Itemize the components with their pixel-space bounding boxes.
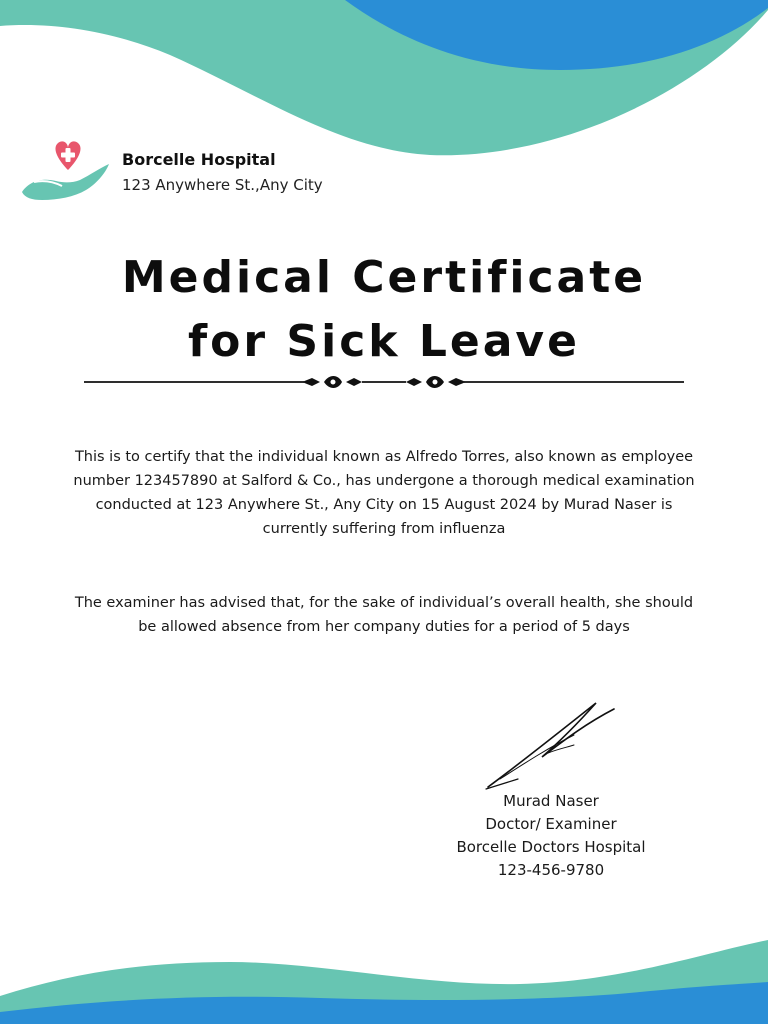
bottom-wave-decoration — [0, 934, 768, 1024]
certificate-paragraph-2: The examiner has advised that, for the sake of individual’s overall health, she should be allowed absence from her company duties for a period of 5 days — [74, 595, 694, 635]
top-wave-decoration — [0, 0, 768, 160]
doctor-phone: 123-456-9780 — [497, 861, 605, 879]
certificate-paragraph-1: This is to certify that the individual known as Alfredo Torres, also known as employee number 123457890 at Salford & Co., has undergone a thorough medical examination conducted at 123 Anywhere St., Any City on 15 August 2024 by Murad Naser is currently suffering from influenza — [73, 449, 695, 537]
doctor-organization: Borcelle Doctors Hospital — [456, 838, 646, 856]
signature-block — [410, 790, 692, 882]
hospital-logo-icon — [20, 136, 112, 206]
certificate-title-line-1: Medical Certificate — [121, 252, 647, 303]
certificate-title-line-2: for Sick Leave — [188, 316, 580, 367]
hospital-name: Borcelle Hospital — [122, 150, 276, 169]
handwritten-signature — [478, 695, 624, 795]
ornamental-divider — [84, 370, 684, 394]
doctor-name: Murad Naser — [503, 792, 599, 810]
hospital-address: 123 Anywhere St.,Any City — [122, 176, 323, 194]
doctor-role: Doctor/ Examiner — [485, 815, 617, 833]
